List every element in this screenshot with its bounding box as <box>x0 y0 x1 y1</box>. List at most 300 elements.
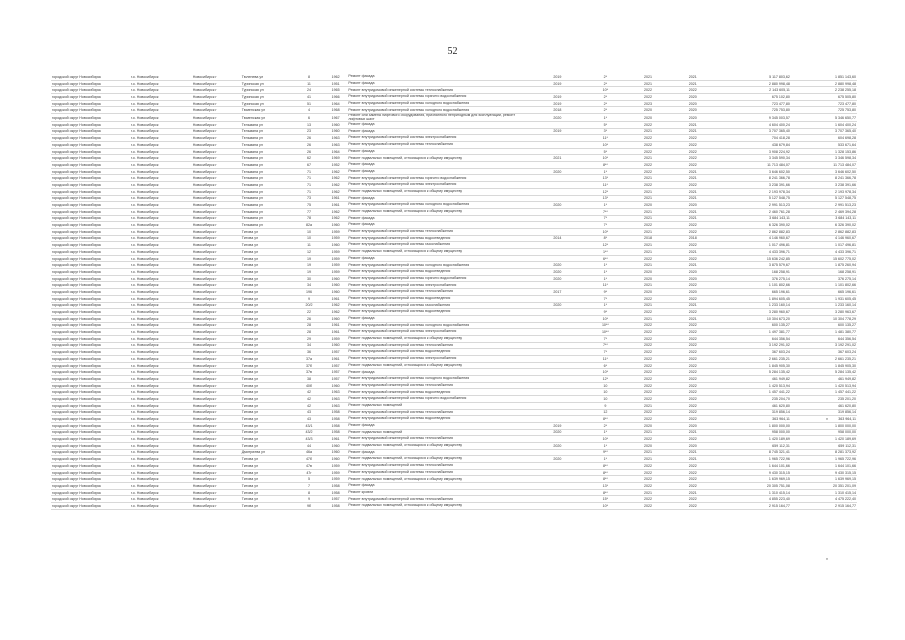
table-cell: Новосибирск г <box>192 489 241 496</box>
table-cell: г.о. Новосибирск <box>130 362 192 369</box>
table-cell: Туринская ул <box>241 87 294 94</box>
table-cell: 1962 <box>324 208 347 215</box>
table-cell: 235 204,70 <box>716 396 791 403</box>
table-cell: 376 275,14 <box>791 275 857 282</box>
table-cell: городской округ Новосибирск <box>51 162 130 169</box>
table-cell: Титова ул <box>241 329 294 336</box>
table-cell: г.о. Новосибирск <box>130 402 192 409</box>
table-cell: 9 345 003,57 <box>716 114 791 122</box>
table-cell: городской округ Новосибирск <box>51 422 130 429</box>
table-cell: 2 238 255,18 <box>791 87 857 94</box>
table-cell: Тельмана ул <box>241 182 294 189</box>
table-cell: Ремонт фасада <box>347 80 530 87</box>
table-cell: 3 684 143,11 <box>716 215 791 222</box>
table-cell: 2022 <box>627 135 670 142</box>
table-cell: г.о. Новосибирск <box>130 80 192 87</box>
table-cell: 7* <box>584 335 627 342</box>
table-cell: 8 241 366,78 <box>716 175 791 182</box>
table-cell: городской округ Новосибирск <box>51 315 130 322</box>
table-cell: 42 <box>294 396 324 403</box>
table-cell: г.о. Новосибирск <box>130 249 192 256</box>
table-cell <box>531 309 584 316</box>
table-cell <box>531 483 584 490</box>
table-cell <box>531 249 584 256</box>
table-cell: 47в <box>294 463 324 470</box>
table-cell: 10* <box>584 155 627 162</box>
table-cell: 1962 <box>324 215 347 222</box>
table-cell: 461 949,82 <box>716 376 791 383</box>
table-cell: г.о. Новосибирск <box>130 483 192 490</box>
table-cell: 10** <box>584 329 627 336</box>
table-cell: Новосибирск г <box>192 483 241 490</box>
table-cell: 36 <box>294 349 324 356</box>
table-cell: Ремонт фасада <box>347 483 530 490</box>
table-cell: 1959 <box>324 228 347 235</box>
table-cell <box>531 222 584 229</box>
table-cell <box>531 342 584 349</box>
table-cell: г.о. Новосибирск <box>130 396 192 403</box>
table-cell: 2022 <box>669 155 716 162</box>
table-row <box>51 282 857 289</box>
table-cell: 2020 <box>669 107 716 114</box>
table-cell: городской округ Новосибирск <box>51 449 130 456</box>
table-row <box>51 476 857 483</box>
table-cell: 2022 <box>627 396 670 403</box>
table-cell: 2 991 513,23 <box>791 202 857 209</box>
table-cell: 10 304 673,20 <box>716 315 791 322</box>
table-cell: 19 <box>294 262 324 269</box>
table-cell <box>531 242 584 249</box>
table-row <box>51 87 857 94</box>
table-cell <box>531 135 584 142</box>
table-cell: городской округ Новосибирск <box>51 409 130 416</box>
table-cell: Ремонт внутридомовой инженерной системы теплоснабжения <box>347 496 530 503</box>
table-cell: 5 117 803,62 <box>716 74 791 80</box>
table-cell: 2019 <box>531 74 584 80</box>
table-cell: Новосибирск г <box>192 309 241 316</box>
table-cell: Новосибирск г <box>192 142 241 149</box>
table-cell: 2022 <box>669 255 716 262</box>
table-cell: 363 964,11 <box>791 416 857 423</box>
table-cell: 1* <box>584 442 627 449</box>
table-cell: 4 475 222,40 <box>791 496 857 503</box>
table-cell: Ремонт подвальных помещений, относящихся к общему имуществу <box>347 249 530 256</box>
table-cell: 2022 <box>627 94 670 101</box>
table-cell: 26 <box>294 142 324 149</box>
table-cell: 8 241 366,78 <box>791 175 857 182</box>
table-cell: 8** <box>584 476 627 483</box>
table-row <box>51 195 857 202</box>
table-cell: городской округ Новосибирск <box>51 94 130 101</box>
table-cell: 2020 <box>669 275 716 282</box>
table-cell: 3 646 602,50 <box>716 168 791 175</box>
table-cell <box>531 322 584 329</box>
table-cell: г.о. Новосибирск <box>130 349 192 356</box>
table-cell: 2 880 998,48 <box>716 80 791 87</box>
table-cell: Титова ул <box>241 396 294 403</box>
table-cell: 11 <box>294 80 324 87</box>
table-cell: 1 497 381,77 <box>716 329 791 336</box>
table-cell: Новосибирск г <box>192 182 241 189</box>
table-cell: 2021 <box>669 456 716 463</box>
table-cell: 1962 <box>324 168 347 175</box>
table-cell: 30 <box>294 275 324 282</box>
table-cell: Ремонт внутридомовой инженерной системы теплоснабжения <box>347 463 530 470</box>
table-cell: г.о. Новосибирск <box>130 262 192 269</box>
table-cell: городской округ Новосибирск <box>51 121 130 128</box>
table-cell: 2022 <box>669 396 716 403</box>
table-cell: 725 753,80 <box>791 107 857 114</box>
table-cell: 2022 <box>627 335 670 342</box>
table-cell: 8** <box>584 162 627 169</box>
table-cell: 1963 <box>324 402 347 409</box>
table-cell: 1 639 969,15 <box>716 476 791 483</box>
table-cell: Ремонт подвальных помещений, относящихся к общему имуществу <box>347 208 530 215</box>
table-cell: 1958 <box>324 503 347 510</box>
table-cell: 2022 <box>627 148 670 155</box>
table-cell: 2 862 882,83 <box>791 228 857 235</box>
table-cell: 26 <box>294 315 324 322</box>
table-cell: 2021 <box>627 242 670 249</box>
table-cell: городской округ Новосибирск <box>51 463 130 470</box>
table-row <box>51 483 857 490</box>
table-cell: Тельмана ул <box>241 162 294 169</box>
table-cell: Титова ул <box>241 275 294 282</box>
table-cell: Ремонт внутридомовой инженерной системы холодного водоснабжения <box>347 262 530 269</box>
table-cell: 13 <box>294 121 324 128</box>
table-cell: 2022 <box>627 87 670 94</box>
table-cell: Ремонт внутридомовой инженерной системы газоснабжения <box>347 242 530 249</box>
table-cell: 10 304 778,29 <box>791 315 857 322</box>
table-row <box>51 469 857 476</box>
table-cell: 11* <box>584 356 627 363</box>
table-cell: 2022 <box>669 402 716 409</box>
table-cell: 1 101 802,66 <box>716 282 791 289</box>
table-cell: Ремонт внутридомовой инженерной системы теплоснабжения <box>347 228 530 235</box>
table-cell: 2022 <box>669 376 716 383</box>
table-cell: Новосибирск г <box>192 202 241 209</box>
table-cell: 1960 <box>324 128 347 135</box>
table-cell: 2023 <box>627 100 670 107</box>
table-cell: Ремонт фасада <box>347 369 530 376</box>
table-cell: Новосибирск г <box>192 107 241 114</box>
table-cell: 1963 <box>324 396 347 403</box>
table-cell: 1962 <box>324 302 347 309</box>
table-cell: Титова ул <box>241 456 294 463</box>
table-cell: Титова ул <box>241 469 294 476</box>
table-cell: городской округ Новосибирск <box>51 168 130 175</box>
table-cell: 5 127 548,75 <box>791 195 857 202</box>
table-cell: 461 620,80 <box>791 402 857 409</box>
table-cell: 1967 <box>324 114 347 122</box>
table-cell: 15 602 775,02 <box>791 255 857 262</box>
table-cell: 2022 <box>669 349 716 356</box>
table-cell: городской округ Новосибирск <box>51 489 130 496</box>
table-cell: Ремонт внутридомовой инженерной системы горячего водоснабжения <box>347 175 530 182</box>
table-cell: г.о. Новосибирск <box>130 269 192 276</box>
table-cell <box>531 228 584 235</box>
table-cell: 1964 <box>324 100 347 107</box>
table-cell: 1957 <box>324 349 347 356</box>
table-cell: 1960 <box>324 289 347 296</box>
table-cell: Новосибирск г <box>192 376 241 383</box>
table-cell: г.о. Новосибирск <box>130 463 192 470</box>
table-cell: 2 193 978,34 <box>716 188 791 195</box>
table-cell: 3 707 365,40 <box>791 128 857 135</box>
table-row <box>51 235 857 242</box>
table-cell: г.о. Новосибирск <box>130 100 192 107</box>
table-cell: 2022 <box>669 356 716 363</box>
table-cell: 1964 <box>324 148 347 155</box>
table-cell: 3 238 391,66 <box>716 182 791 189</box>
table-cell: г.о. Новосибирск <box>130 74 192 80</box>
table-cell: городской округ Новосибирск <box>51 128 130 135</box>
table-cell: 2020 <box>531 168 584 175</box>
table-cell <box>531 148 584 155</box>
table-cell: 3 646 602,50 <box>791 168 857 175</box>
table-cell: 8 <box>294 489 324 496</box>
table-cell: 1* <box>584 269 627 276</box>
table-cell: 3 908 224,92 <box>716 148 791 155</box>
table-row <box>51 148 857 155</box>
table-cell: 71 <box>294 175 324 182</box>
table-cell: городской округ Новосибирск <box>51 429 130 436</box>
table-cell: 1 233 160,14 <box>716 302 791 309</box>
table-cell: Тельмана ул <box>241 175 294 182</box>
table-cell: 2022 <box>627 329 670 336</box>
table-cell: 1958 <box>324 422 347 429</box>
table-cell: Ремонт кровли <box>347 489 530 496</box>
table-cell: 1961 <box>324 202 347 209</box>
table-cell: 2022 <box>627 362 670 369</box>
table-cell: 22 <box>294 309 324 316</box>
table-cell: Титова ул <box>241 362 294 369</box>
table-cell: 1958 <box>324 409 347 416</box>
table-cell: 1961 <box>324 329 347 336</box>
table-cell: 71 <box>294 168 324 175</box>
table-cell: Новосибирск г <box>192 74 241 80</box>
table-cell: 11* <box>584 135 627 142</box>
table-cell: г.о. Новосибирск <box>130 329 192 336</box>
table-cell: г.о. Новосибирск <box>130 315 192 322</box>
table-cell: 2021 <box>627 456 670 463</box>
table-cell: 10 <box>294 235 324 242</box>
table-cell: г.о. Новосибирск <box>130 416 192 423</box>
table-row <box>51 228 857 235</box>
table-cell <box>531 476 584 483</box>
table-cell: городской округ Новосибирск <box>51 329 130 336</box>
table-cell: 2020 <box>627 275 670 282</box>
table-cell: 1959 <box>324 463 347 470</box>
table-cell: 704 418,28 <box>716 135 791 142</box>
table-cell <box>531 402 584 409</box>
table-cell: Титова ул <box>241 382 294 389</box>
table-cell: 2022 <box>669 335 716 342</box>
table-cell: Новосибирск г <box>192 442 241 449</box>
table-cell: городской округ Новосибирск <box>51 249 130 256</box>
table-cell: 2 193 978,34 <box>791 188 857 195</box>
table-cell: Новосибирск г <box>192 155 241 162</box>
table-cell: 2022 <box>669 369 716 376</box>
table-cell: Титова ул <box>241 402 294 409</box>
table-cell: 2022 <box>669 322 716 329</box>
table-row <box>51 162 857 169</box>
table-cell: 196 <box>294 289 324 296</box>
table-cell: 2021 <box>627 80 670 87</box>
table-cell: г.о. Новосибирск <box>130 228 192 235</box>
table-cell: 9 <box>294 496 324 503</box>
table-cell: 2022 <box>627 121 670 128</box>
table-cell: Ремонт фасада <box>347 162 530 169</box>
table-row <box>51 80 857 87</box>
table-cell <box>531 142 584 149</box>
table-cell: 2 915 164,77 <box>791 503 857 510</box>
table-cell: 3 280 963,67 <box>791 309 857 316</box>
table-cell: 1 420 189,69 <box>716 436 791 443</box>
table-cell: 2* <box>584 100 627 107</box>
table-cell: Ремонт внутридомовой инженерной системы холодного водоснабжения <box>347 202 530 209</box>
table-cell: Ремонт подвальных помещений, относящихся к общему имуществу <box>347 362 530 369</box>
table-cell: 23 <box>294 128 324 135</box>
table-cell <box>531 208 584 215</box>
table-cell: Новосибирск г <box>192 329 241 336</box>
table-cell: 1* <box>584 114 627 122</box>
table-cell: 10 <box>584 389 627 396</box>
table-cell: 438 679,84 <box>716 142 791 149</box>
table-cell: Ремонт внутридомовой инженерной системы электроснабжения <box>347 282 530 289</box>
table-cell: Новосибирск г <box>192 235 241 242</box>
table-cell: Тельмана ул <box>241 202 294 209</box>
table-cell: Титова ул <box>241 309 294 316</box>
table-cell: г.о. Новосибирск <box>130 142 192 149</box>
table-cell: 1** <box>584 249 627 256</box>
table-cell: 1 845 905,30 <box>791 362 857 369</box>
table-row <box>51 121 857 128</box>
table-cell: 12 <box>584 409 627 416</box>
table-row <box>51 396 857 403</box>
table-cell: 1 965 722,96 <box>791 456 857 463</box>
table-cell: 2020 <box>531 275 584 282</box>
table-cell: 2022 <box>627 162 670 169</box>
table-cell: 11* <box>584 182 627 189</box>
table-cell: 2022 <box>627 309 670 316</box>
table-cell: 1 017 496,81 <box>716 242 791 249</box>
table-cell: Тельмана ул <box>241 168 294 175</box>
table-cell: 2021 <box>627 262 670 269</box>
table-cell: 376 275,14 <box>716 275 791 282</box>
table-cell: 40б <box>294 382 324 389</box>
table-cell: г.о. Новосибирск <box>130 195 192 202</box>
table-row <box>51 402 857 409</box>
table-row <box>51 429 857 436</box>
table-cell: 2022 <box>669 135 716 142</box>
table-cell: Новосибирск г <box>192 175 241 182</box>
table-cell: городской округ Новосибирск <box>51 442 130 449</box>
table-cell: г.о. Новосибирск <box>130 182 192 189</box>
table-cell: 10 <box>294 228 324 235</box>
table-cell <box>531 489 584 496</box>
table-cell: 1 644 101,66 <box>791 463 857 470</box>
table-cell: г.о. Новосибирск <box>130 422 192 429</box>
table-cell: Ремонт внутридомовой инженерной системы теплоснабжения <box>347 342 530 349</box>
table-cell: 2019 <box>531 80 584 87</box>
table-cell: г.о. Новосибирск <box>130 188 192 195</box>
table-cell: 78 <box>294 215 324 222</box>
table-cell: Новосибирск г <box>192 416 241 423</box>
table-cell: Титова ул <box>241 409 294 416</box>
table-cell: 2022 <box>627 142 670 149</box>
table-cell: 1960 <box>324 242 347 249</box>
table-cell: Ремонт фасада <box>347 148 530 155</box>
margin-mark: * <box>826 558 828 564</box>
table-cell: 2020 <box>669 114 716 122</box>
table-cell: г.о. Новосибирск <box>130 235 192 242</box>
table-cell: 1961 <box>324 436 347 443</box>
table-cell: 7* <box>584 349 627 356</box>
table-row <box>51 242 857 249</box>
table-cell: Ремонт подвальных помещений, относящихся к общему имуществу <box>347 442 530 449</box>
table-cell: Титова ул <box>241 255 294 262</box>
table-cell: г.о. Новосибирск <box>130 496 192 503</box>
table-cell: 9 430 315,15 <box>791 469 857 476</box>
table-cell: 2020 <box>531 269 584 276</box>
table-cell: Ремонт внутридомовой инженерной системы теплоснабжения <box>347 436 530 443</box>
table-cell: г.о. Новосибирск <box>130 342 192 349</box>
table-cell: 28 <box>294 329 324 336</box>
table-cell: 71 <box>294 182 324 189</box>
table-cell: Новосибирск г <box>192 349 241 356</box>
table-cell: 1 481 380,77 <box>791 329 857 336</box>
table-cell: Новосибирск г <box>192 249 241 256</box>
table-cell: 533 671,64 <box>791 142 857 149</box>
table-cell: 1* <box>584 262 627 269</box>
table-cell: Новосибирск г <box>192 255 241 262</box>
table-cell: г.о. Новосибирск <box>130 335 192 342</box>
table-cell: 2020 <box>669 289 716 296</box>
table-cell: Новосибирск г <box>192 114 241 122</box>
table-cell: городской округ Новосибирск <box>51 275 130 282</box>
table-cell: 2020 <box>627 422 670 429</box>
table-cell: Новосибирск г <box>192 422 241 429</box>
table-cell: 1958 <box>324 483 347 490</box>
table-cell: 41 <box>294 94 324 101</box>
table-cell: 2022 <box>669 469 716 476</box>
table-row <box>51 295 857 302</box>
table-cell: 9* <box>584 309 627 316</box>
table-cell: 2021 <box>627 175 670 182</box>
table-cell: Новосибирск г <box>192 195 241 202</box>
table-cell: 1962 <box>324 188 347 195</box>
table-cell: г.о. Новосибирск <box>130 168 192 175</box>
table-cell: 2022 <box>669 242 716 249</box>
table-cell: Новосибирск г <box>192 222 241 229</box>
table-row <box>51 255 857 262</box>
table-row <box>51 362 857 369</box>
table-cell: 3 192 291,02 <box>791 342 857 349</box>
table-cell: 2022 <box>669 228 716 235</box>
table-cell: г.о. Новосибирск <box>130 202 192 209</box>
table-cell: 2* <box>584 422 627 429</box>
table-cell: 659 112,31 <box>791 442 857 449</box>
table-row <box>51 302 857 309</box>
table-cell: 10* <box>584 436 627 443</box>
table-cell: Ремонт внутридомовой инженерной системы водоотведения <box>347 269 530 276</box>
table-cell: городской округ Новосибирск <box>51 456 130 463</box>
table-cell: городской округ Новосибирск <box>51 262 130 269</box>
table-cell: 665 196,61 <box>791 289 857 296</box>
table-cell: 1960 <box>324 449 347 456</box>
table-cell: 2022 <box>669 295 716 302</box>
